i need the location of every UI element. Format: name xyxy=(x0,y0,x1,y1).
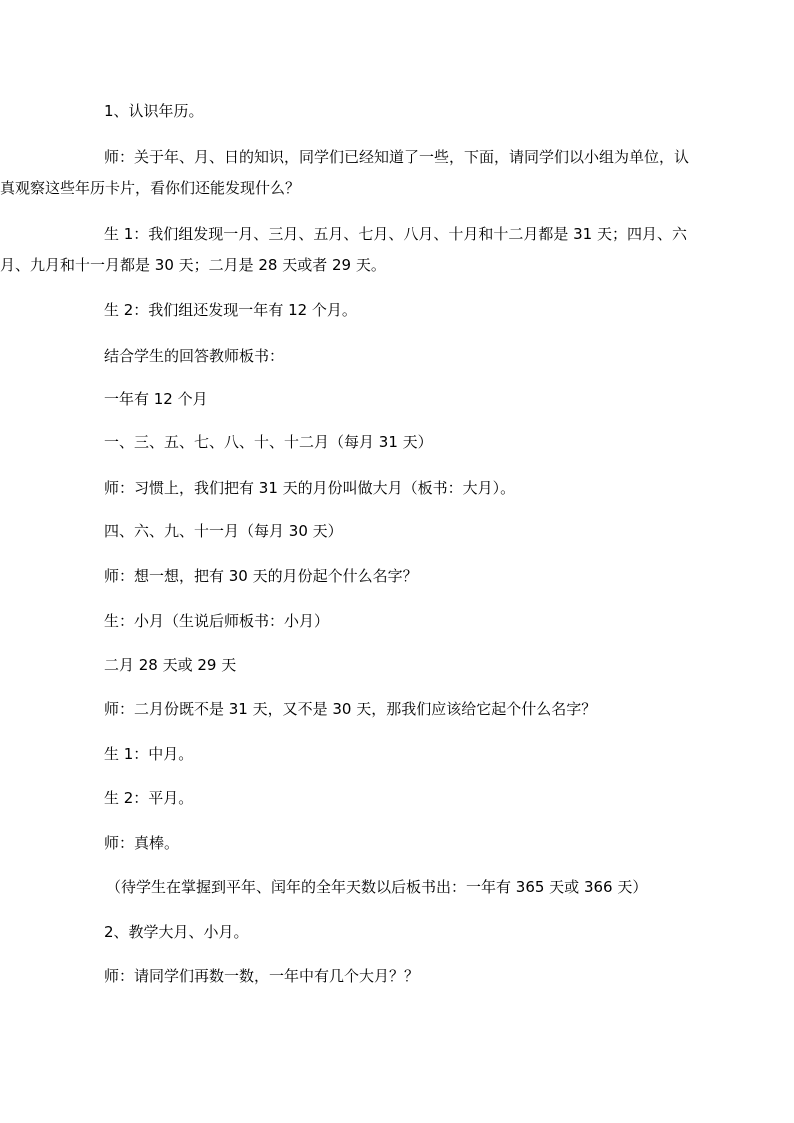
paragraph-text: 一、三、五、七、八、十、十二月（每月 31 天） xyxy=(104,433,433,451)
paragraph xyxy=(104,650,698,681)
paragraph xyxy=(104,694,698,725)
paragraph-text: 师：请同学们再数一数，一年中有几个大月？？ xyxy=(104,967,420,985)
paragraph xyxy=(104,783,698,814)
paragraph xyxy=(106,872,700,903)
student-answer-paragraph xyxy=(0,219,698,281)
paragraph-text: （待学生在掌握到平年、闰年的全年天数以后板书出：一年有 365 天或 366 天） xyxy=(106,878,648,896)
paragraph-line: 真观察这些年历卡片，看你们还能发现什么？ xyxy=(0,179,301,197)
paragraph-text: 一年有 12 个月 xyxy=(104,390,208,408)
paragraph xyxy=(104,828,698,859)
paragraph-text: 2、教学大月、小月。 xyxy=(104,923,249,941)
paragraph-text: 师：真棒。 xyxy=(104,834,180,852)
paragraph xyxy=(104,473,698,504)
paragraph-text: 生 2：我们组还发现一年有 12 个月。 xyxy=(104,301,357,319)
paragraph-text: 师：想一想，把有 30 天的月份起个什么名字？ xyxy=(104,567,418,585)
section-heading-2 xyxy=(104,917,698,948)
paragraph-text: 1、认识年历。 xyxy=(104,102,204,120)
paragraph-line: 月、九月和十一月都是 30 天；二月是 28 天或者 29 天。 xyxy=(0,256,386,274)
paragraph-text: 生 2：平月。 xyxy=(104,789,194,807)
paragraph xyxy=(104,341,698,372)
paragraph xyxy=(104,384,698,415)
paragraph xyxy=(104,561,698,592)
paragraph xyxy=(104,739,698,770)
paragraph xyxy=(104,427,698,458)
paragraph-text: 生：小月（生说后师板书：小月） xyxy=(104,612,330,630)
paragraph-text: 师：习惯上，我们把有 31 天的月份叫做大月（板书：大月）。 xyxy=(104,479,516,497)
paragraph-text: 结合学生的回答教师板书： xyxy=(104,347,285,365)
paragraph xyxy=(104,606,698,637)
paragraph xyxy=(104,961,698,992)
paragraph-text: 生 1：中月。 xyxy=(104,745,194,763)
paragraph xyxy=(104,516,698,547)
paragraph-line: 师：关于年、月、日的知识，同学们已经知道了一些，下面，请同学们以小组为单位，认 xyxy=(104,148,690,166)
paragraph-text: 二月 28 天或 29 天 xyxy=(104,656,237,674)
section-heading-1 xyxy=(104,96,698,127)
paragraph-text: 四、六、九、十一月（每月 30 天） xyxy=(104,522,343,540)
paragraph-text: 师：二月份既不是 31 天，又不是 30 天，那我们应该给它起个什么名字？ xyxy=(104,700,597,718)
paragraph-line: 生 1：我们组发现一月、三月、五月、七月、八月、十月和十二月都是 31 天；四月、六 xyxy=(104,225,687,243)
paragraph xyxy=(104,295,698,326)
teacher-question-paragraph xyxy=(0,142,698,204)
